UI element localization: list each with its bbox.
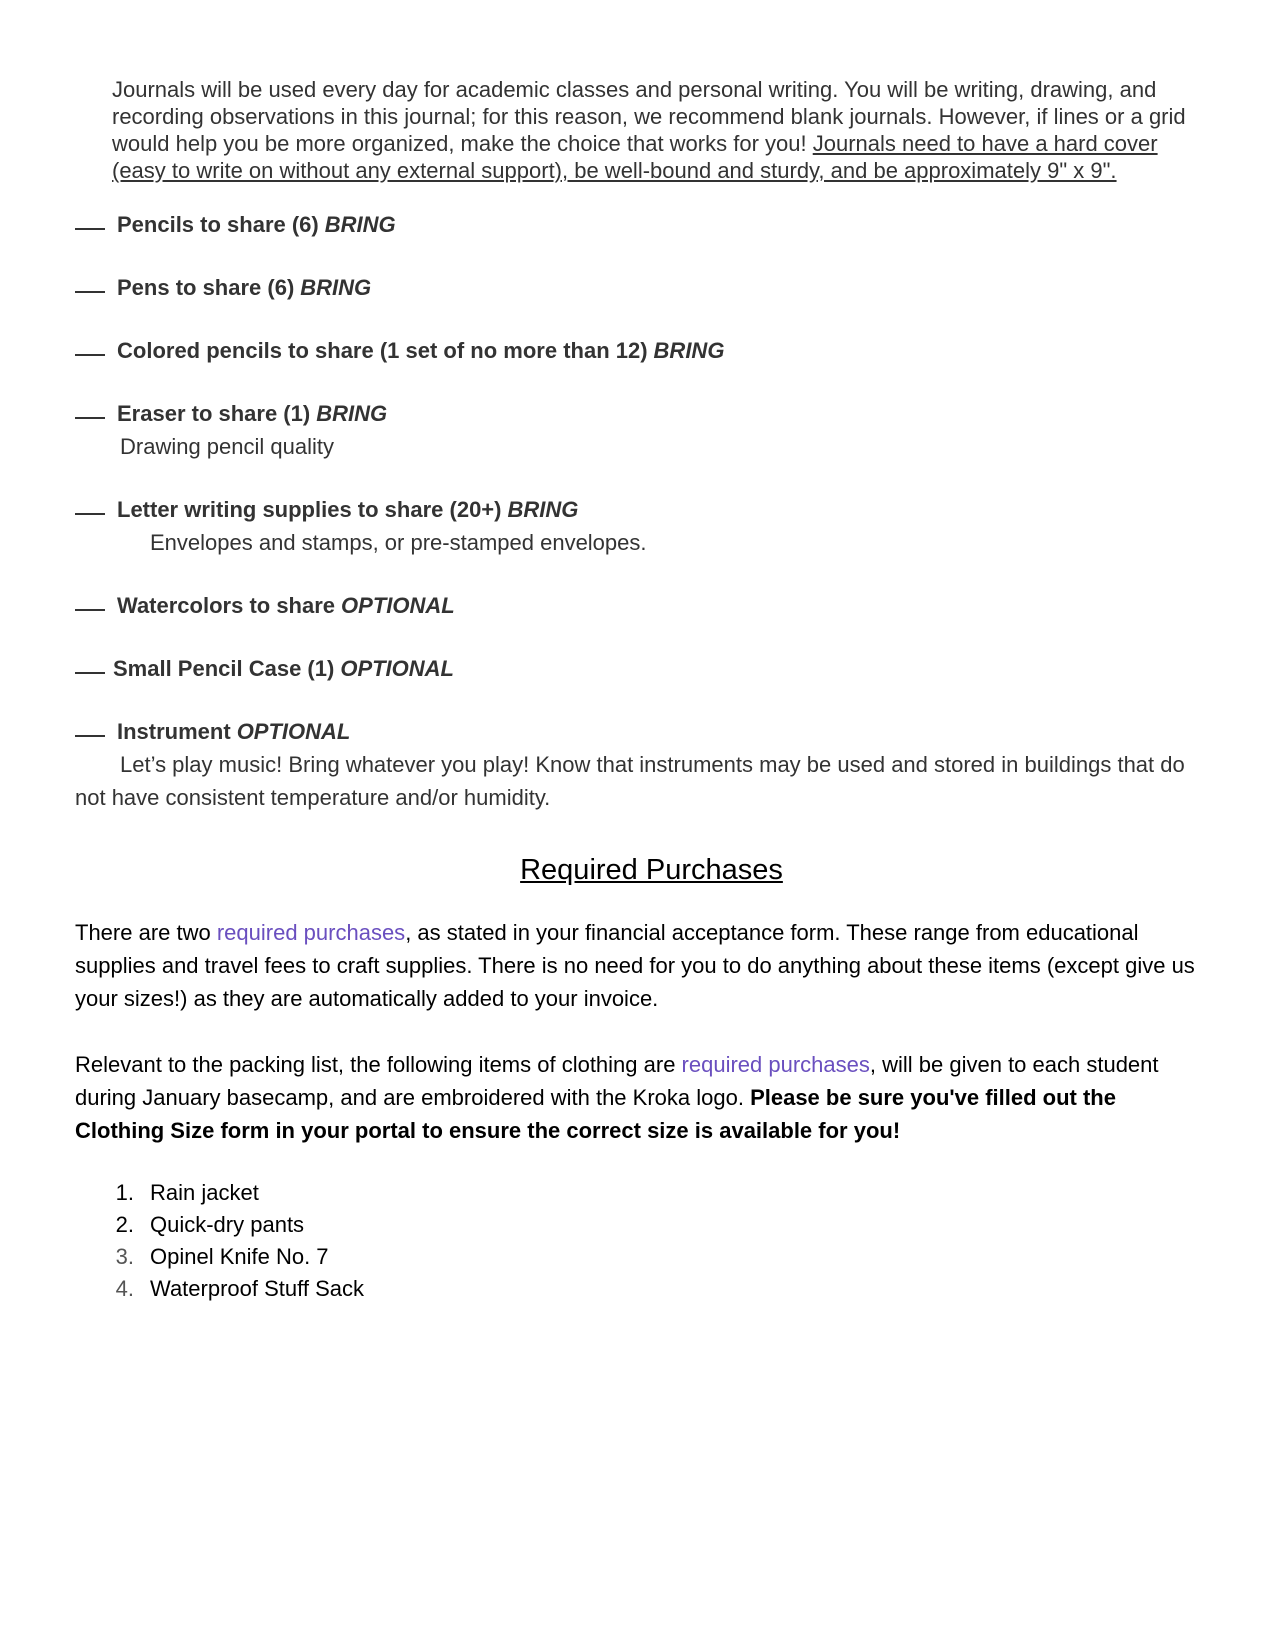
checklist-item-pencil-case <box>75 652 1200 685</box>
list-number: 1. <box>115 1180 134 1205</box>
list-item-text: Quick-dry pants <box>150 1212 305 1237</box>
item-tag: BRING <box>324 212 396 237</box>
journal-requirements: Journals need to have a hard cover (easy to write on without any external support), be well-bound and sturdy, and be approximately 9" x 9". <box>112 131 1158 183</box>
item-label: Watercolors to share <box>117 593 336 618</box>
checkbox-blank[interactable] <box>75 734 105 737</box>
checkbox-blank[interactable] <box>75 353 105 356</box>
paragraph-text: , will be given to each student during January basecamp, and are embroidered with the Kroka logo. <box>75 1052 1159 1110</box>
list-item-text: Opinel Knife No. 7 <box>150 1244 329 1269</box>
item-label: Letter writing supplies to share (20+) <box>117 497 502 522</box>
checklist-item-instrument <box>75 715 1200 814</box>
required-purchases-paragraph-2 <box>75 1048 1200 1147</box>
checkbox-blank[interactable] <box>75 512 105 515</box>
item-tag: OPTIONAL <box>340 656 454 681</box>
list-number: 4. <box>115 1276 134 1301</box>
item-tag: BRING <box>507 497 579 522</box>
checklist-item-eraser <box>75 397 1200 463</box>
item-note: Drawing pencil quality <box>120 434 334 459</box>
required-purchases-paragraph-1 <box>75 916 1200 1015</box>
item-label: Eraser to share (1) <box>117 401 311 426</box>
item-tag: BRING <box>316 401 388 426</box>
paragraph-text: , as stated in your financial acceptance form. These range from educational supplies and travel fees to craft supplies. There is no need for you to do anything about these items (except give us your sizes!) as they are automatically added to your invoice. <box>75 920 1195 1011</box>
list-item-text: Rain jacket <box>150 1180 259 1205</box>
required-purchases-heading: Required Purchases <box>520 854 783 886</box>
item-tag: BRING <box>653 338 725 363</box>
checklist-item-pens <box>75 271 1200 304</box>
item-label: Pencils to share (6) <box>117 212 319 237</box>
checkbox-blank[interactable] <box>75 227 105 230</box>
checklist-item-colored-pencils <box>75 334 1200 367</box>
journal-description-text: Journals will be used every day for academic classes and personal writing. You will be writing, drawing, and recording observations in this journal; for this reason, we recommend blank journals. However, if lines or a grid would help you be more organized, make the choice that works for you! <box>112 77 1186 156</box>
item-label: Colored pencils to share (1 set of no more than 12) <box>117 338 648 363</box>
document-page <box>75 76 1200 1305</box>
checkbox-blank[interactable] <box>75 290 105 293</box>
checkbox-blank[interactable] <box>75 671 105 674</box>
checkbox-blank[interactable] <box>75 608 105 611</box>
journal-description <box>112 76 1202 184</box>
list-item <box>75 1241 1200 1273</box>
clothing-size-notice: Please be sure you've filled out the Clothing Size form in your portal to ensure the correct size is available for you! <box>75 1085 1116 1143</box>
item-note: Let’s play music! Bring whatever you play! Know that instruments may be used and stored in buildings that do not have consistent temperature and/or humidity. <box>75 752 1185 810</box>
list-number: 2. <box>115 1212 134 1237</box>
required-items-list <box>75 1177 1200 1305</box>
list-item <box>75 1273 1200 1305</box>
list-item <box>75 1209 1200 1241</box>
item-label: Pens to share (6) <box>117 275 295 300</box>
item-tag: OPTIONAL <box>341 593 455 618</box>
checklist-item-watercolors <box>75 589 1200 622</box>
item-tag: BRING <box>300 275 372 300</box>
required-purchases-link[interactable]: required purchases <box>216 920 406 945</box>
paragraph-text: Relevant to the packing list, the following items of clothing are <box>75 1052 682 1077</box>
checklist-item-letter-writing <box>75 493 1200 559</box>
item-tag: OPTIONAL <box>236 719 351 744</box>
list-item-text: Waterproof Stuff Sack <box>150 1276 364 1301</box>
item-note: Envelopes and stamps, or pre-stamped envelopes. <box>150 530 647 555</box>
checklist-item-pencils <box>75 208 1200 241</box>
paragraph-text: There are two <box>75 920 217 945</box>
item-label: Instrument <box>117 719 231 744</box>
item-label: Small Pencil Case (1) <box>113 656 335 681</box>
checkbox-blank[interactable] <box>75 416 105 419</box>
list-number: 3. <box>115 1244 134 1269</box>
required-purchases-link[interactable]: required purchases <box>681 1052 870 1077</box>
list-item <box>75 1177 1200 1209</box>
